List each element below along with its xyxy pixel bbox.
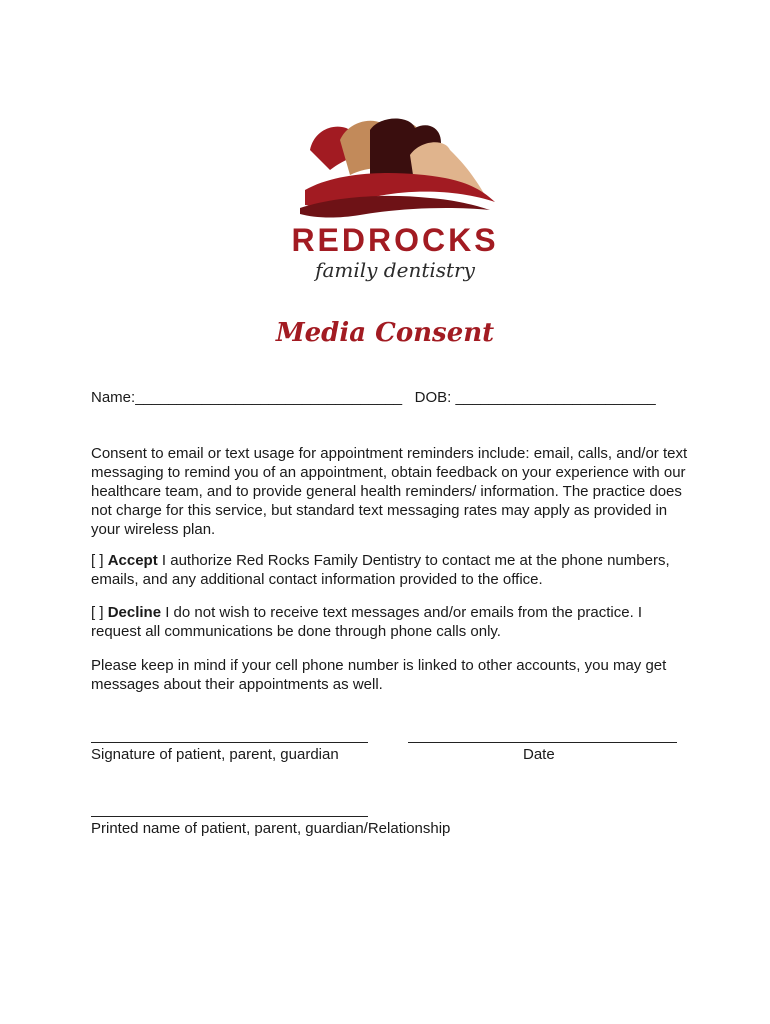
page-title: Media Consent	[275, 318, 495, 348]
signature-line[interactable]	[91, 742, 368, 743]
brand-name: REDROCKS	[291, 222, 499, 258]
decline-option	[91, 603, 691, 641]
date-line[interactable]	[408, 742, 677, 743]
accept-checkbox[interactable]: [ ]	[91, 552, 104, 569]
signature-label: Signature of patient, parent, guardian	[91, 746, 339, 763]
consent-paragraph: Consent to email or text usage for appointment reminders include: email, calls, and/or text messaging to remind you of an appointment, obtain feedback on your experience with our healthcare team, and to provide general health reminders/ information. The practice does not charge for this service, but standard text messaging rates may apply as provided in your wireless plan.	[91, 445, 688, 538]
accept-text: I authorize Red Rocks Family Dentistry to contact me at the phone numbers, emails, and any additional contact information provided to the office.	[91, 552, 670, 588]
accept-option	[91, 551, 691, 589]
name-dob-row	[91, 389, 656, 406]
accept-label: Accept	[107, 552, 158, 569]
printed-name-line[interactable]	[91, 816, 368, 817]
tooth-mountains-icon	[270, 110, 520, 230]
brand-subtitle: family dentistry	[315, 258, 475, 282]
name-field[interactable]: ________________________________	[135, 389, 403, 406]
dob-field[interactable]: ________________________	[455, 389, 656, 406]
decline-text: I do not wish to receive text messages and/or emails from the practice. I request all communications be done through phone calls only.	[91, 604, 643, 640]
printed-name-label: Printed name of patient, parent, guardian/Relationship	[91, 820, 451, 837]
note-paragraph: Please keep in mind if your cell phone number is linked to other accounts, you may get messages about their appointments as well.	[91, 657, 667, 693]
dob-label: DOB:	[414, 389, 452, 406]
decline-checkbox[interactable]: [ ]	[91, 604, 104, 621]
date-label: Date	[523, 746, 555, 763]
name-label: Name:	[91, 389, 136, 406]
decline-label: Decline	[107, 604, 162, 621]
